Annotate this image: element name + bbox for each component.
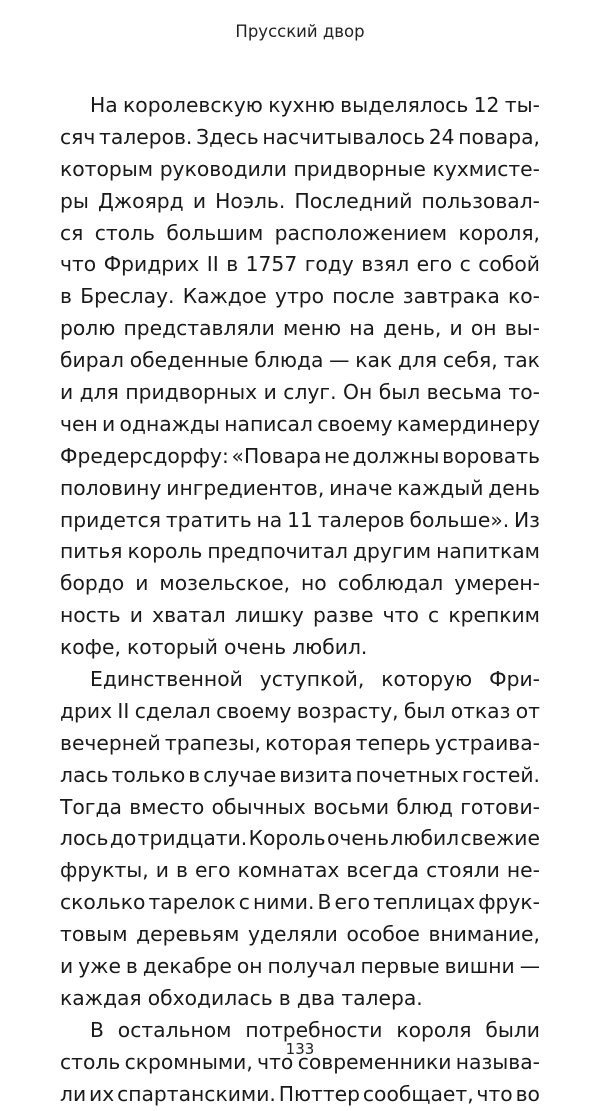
word: столь (94, 220, 156, 245)
word: сяч (60, 124, 96, 149)
word: внимание, (428, 922, 540, 947)
running-header: Прусский двор (235, 22, 365, 41)
word: трапезы, (164, 730, 261, 755)
word: крепким (448, 603, 540, 628)
word: стояли (426, 858, 500, 883)
word: воровать (442, 443, 540, 468)
text-line (60, 951, 540, 983)
word: лось (60, 826, 109, 851)
word: был (403, 698, 446, 723)
word: II (206, 252, 219, 277)
word: ингредиентов, (166, 475, 325, 500)
word: очень (326, 826, 390, 851)
word: в (125, 954, 138, 979)
word: ты- (504, 93, 540, 117)
word: особое (346, 922, 420, 947)
text-line (60, 154, 540, 186)
word: чен (60, 411, 98, 436)
word: руководили (159, 156, 287, 181)
word: которую (381, 667, 473, 692)
page-number: 133 (285, 1040, 315, 1058)
word: На (90, 93, 118, 117)
word: умерен- (454, 571, 540, 596)
word: меню (282, 316, 342, 341)
word: сколько (60, 890, 146, 915)
word: теплицах (373, 890, 476, 915)
word: Тогда (60, 794, 122, 819)
body-text (60, 90, 540, 1111)
word: возрасту, (296, 698, 399, 723)
word: — (329, 348, 350, 373)
word: кофе, (60, 635, 121, 660)
word: другим (353, 539, 432, 564)
word: 11 (287, 507, 313, 532)
word: блюда (254, 348, 324, 373)
text-line (60, 632, 540, 664)
word: теперь (355, 730, 431, 755)
word: современники (297, 1049, 452, 1074)
word: ли (60, 1081, 87, 1106)
word: спартанскими. (117, 1081, 276, 1106)
word: называ- (455, 1049, 540, 1074)
word: соблюдал (337, 571, 444, 596)
word: тратить (165, 507, 252, 532)
word: от (515, 698, 540, 723)
word: он (236, 954, 263, 979)
word: всегда (346, 858, 420, 883)
word: утро (274, 284, 325, 309)
word: мозельское, (159, 571, 291, 596)
word: вечерней (60, 730, 161, 755)
word: день, (383, 316, 442, 341)
word: что (257, 1049, 294, 1074)
word: кухмисте- (432, 156, 540, 181)
word: то- (508, 380, 540, 405)
word: разве (312, 603, 374, 628)
text-line (60, 218, 540, 250)
text-line (60, 377, 540, 409)
word: обходилась (147, 985, 273, 1010)
word: для (397, 348, 438, 373)
word: себя, (442, 348, 498, 373)
word: в (188, 762, 201, 787)
word: году (304, 252, 354, 277)
word: обеденные (129, 348, 249, 373)
word: почетных (355, 762, 459, 787)
word: расположением (274, 220, 448, 245)
word: Джоярд (98, 188, 184, 213)
word: кухню (268, 93, 335, 117)
word: во (515, 1081, 540, 1106)
word: ко- (507, 284, 540, 309)
word: насчитывалось (262, 124, 426, 149)
word: скромными, (124, 1049, 253, 1074)
text-line (60, 760, 540, 792)
word: бирал (60, 348, 124, 373)
word: блюд (396, 794, 453, 819)
word: декабре (142, 954, 232, 979)
word: вишни (444, 954, 515, 979)
word: фрук- (478, 890, 540, 915)
word: ними. (253, 890, 315, 915)
text-line (60, 441, 540, 473)
word: большим (166, 220, 264, 245)
word: талеров. (99, 124, 193, 149)
text-line (60, 122, 540, 154)
text-line (60, 409, 540, 441)
text-line (60, 505, 540, 537)
word: товым (60, 922, 128, 947)
word: не (324, 443, 350, 468)
word: дрих (60, 698, 113, 723)
word: короля (396, 1017, 472, 1042)
word: после (332, 284, 395, 309)
word: «Повара (231, 443, 322, 468)
word: комнатах (237, 858, 340, 883)
word: он (470, 316, 497, 341)
text-line (60, 823, 540, 855)
word: своему (216, 698, 292, 723)
word: и (263, 380, 277, 405)
word: любил (390, 826, 460, 851)
word: своему (317, 411, 393, 436)
word: и (192, 188, 207, 213)
word: II (117, 698, 130, 723)
text-line (60, 855, 540, 887)
word: однажды (119, 411, 220, 436)
word: с (428, 603, 440, 628)
word: получал (267, 954, 356, 979)
word: в (226, 252, 239, 277)
text-line (60, 313, 540, 345)
word: придется (60, 507, 161, 532)
word: Из (514, 507, 540, 532)
word: в (60, 284, 72, 309)
word: и (135, 571, 149, 596)
word: два (296, 985, 336, 1010)
word: весьма (426, 380, 502, 405)
text-line (60, 249, 540, 281)
word: 24 (428, 124, 455, 149)
word: питья (60, 539, 123, 564)
word: его (194, 858, 231, 883)
word: сделал (134, 698, 211, 723)
text-line (60, 186, 540, 218)
word: день (488, 475, 540, 500)
word: пользовал- (421, 188, 540, 213)
word: Король (248, 826, 326, 851)
word: и (449, 316, 463, 341)
word: для (79, 380, 119, 405)
word: Фри- (489, 667, 540, 692)
word: королевскую (123, 93, 263, 117)
word: хватал (152, 603, 226, 628)
text-line (60, 473, 540, 505)
word: выделялось (340, 93, 469, 117)
word: ролю (60, 316, 116, 341)
text-line (60, 281, 540, 313)
word: лишку (234, 603, 304, 628)
word: уделяли (248, 922, 338, 947)
word: обычных (211, 794, 306, 819)
word: ся (60, 220, 84, 245)
word: что (382, 603, 419, 628)
word: 1757 (245, 252, 298, 277)
word: Единственной (90, 667, 243, 692)
word: свежие (460, 826, 540, 851)
word: которым (60, 156, 154, 181)
word: лась (60, 762, 109, 787)
word: — (519, 954, 540, 979)
word: визита (279, 762, 353, 787)
word: уже (78, 954, 121, 979)
word: очень (224, 635, 287, 660)
text-line (60, 792, 540, 824)
word: фрукты, (60, 858, 149, 883)
word: уступкой, (259, 667, 365, 692)
word: В (317, 890, 332, 915)
word: король (127, 539, 203, 564)
word: готови- (460, 794, 540, 819)
word: короля, (458, 220, 540, 245)
word: талера. (341, 985, 423, 1010)
word: сообщает, (362, 1081, 474, 1106)
word: повара, (458, 124, 540, 149)
word: восьми (313, 794, 390, 819)
word: были (485, 1017, 540, 1042)
word: Пюттер (278, 1081, 361, 1106)
word: так (503, 348, 540, 373)
word: половину (60, 475, 162, 500)
word: Последний (294, 188, 413, 213)
word: деревьям (136, 922, 240, 947)
word: Бреслау. (80, 284, 175, 309)
word: камердинеру (396, 411, 540, 436)
word: завтрака (402, 284, 500, 309)
word: любил. (292, 635, 368, 660)
word: и (60, 954, 74, 979)
word: каждая (60, 985, 142, 1010)
word: был (378, 380, 421, 405)
word: Ноэль. (215, 188, 286, 213)
word: ность (60, 603, 121, 628)
word: гостей. (461, 762, 540, 787)
word: тридцати. (137, 826, 248, 851)
text-line (60, 90, 540, 122)
word: В (90, 1017, 104, 1042)
word: остальном (117, 1017, 232, 1042)
word: их (89, 1081, 115, 1106)
word: больше». (409, 507, 510, 532)
word: и (129, 603, 143, 628)
word: отказ (450, 698, 511, 723)
text-line (60, 696, 540, 728)
word: каждый (397, 475, 484, 500)
word: собой (478, 252, 540, 277)
word: первые (360, 954, 440, 979)
word: и (60, 380, 74, 405)
word: до (109, 826, 137, 851)
text-line (60, 536, 540, 568)
text-line (60, 1079, 540, 1111)
text-line (60, 983, 540, 1015)
word: случае (203, 762, 277, 787)
word: на (256, 507, 283, 532)
word: талеров (317, 507, 405, 532)
word: должны (352, 443, 440, 468)
word: тарелок (148, 890, 236, 915)
word: придворные (293, 156, 426, 181)
word: на (349, 316, 375, 341)
text-line (60, 600, 540, 632)
text-line (60, 345, 540, 377)
word: бордо (60, 571, 125, 596)
word: с (238, 890, 250, 915)
word: вы- (504, 316, 540, 341)
word: как (355, 348, 393, 373)
word: и (102, 411, 116, 436)
word: написал (224, 411, 313, 436)
word: иначе (329, 475, 393, 500)
word: Здесь (196, 124, 259, 149)
word: 12 (473, 93, 500, 117)
word: слуг. (283, 380, 337, 405)
word: предпочитал (207, 539, 348, 564)
word: придворных (125, 380, 258, 405)
word: с (459, 252, 471, 277)
word: ры (60, 188, 89, 213)
word: устраива- (434, 730, 540, 755)
word: только (111, 762, 186, 787)
word: которая (265, 730, 352, 755)
word: что (476, 1081, 513, 1106)
word: представляли (123, 316, 275, 341)
word: Фридрих (103, 252, 200, 277)
word: вместо (129, 794, 205, 819)
word: не- (506, 858, 540, 883)
text-line (60, 728, 540, 760)
word: Он (342, 380, 373, 405)
word: его (416, 252, 453, 277)
word: в (278, 985, 291, 1010)
word: который (127, 635, 218, 660)
word: что (60, 252, 97, 277)
word: его (334, 890, 371, 915)
text-line (60, 568, 540, 600)
word: Каждое (182, 284, 267, 309)
word: в (175, 858, 188, 883)
word: Фредерсдорфу: (60, 443, 229, 468)
word: и (155, 858, 169, 883)
word: столь (60, 1049, 121, 1074)
word: взял (361, 252, 410, 277)
text-line (60, 887, 540, 919)
text-line (60, 664, 540, 696)
word: но (301, 571, 327, 596)
word: потребности (245, 1017, 383, 1042)
word: напиткам (436, 539, 540, 564)
text-line (60, 919, 540, 951)
